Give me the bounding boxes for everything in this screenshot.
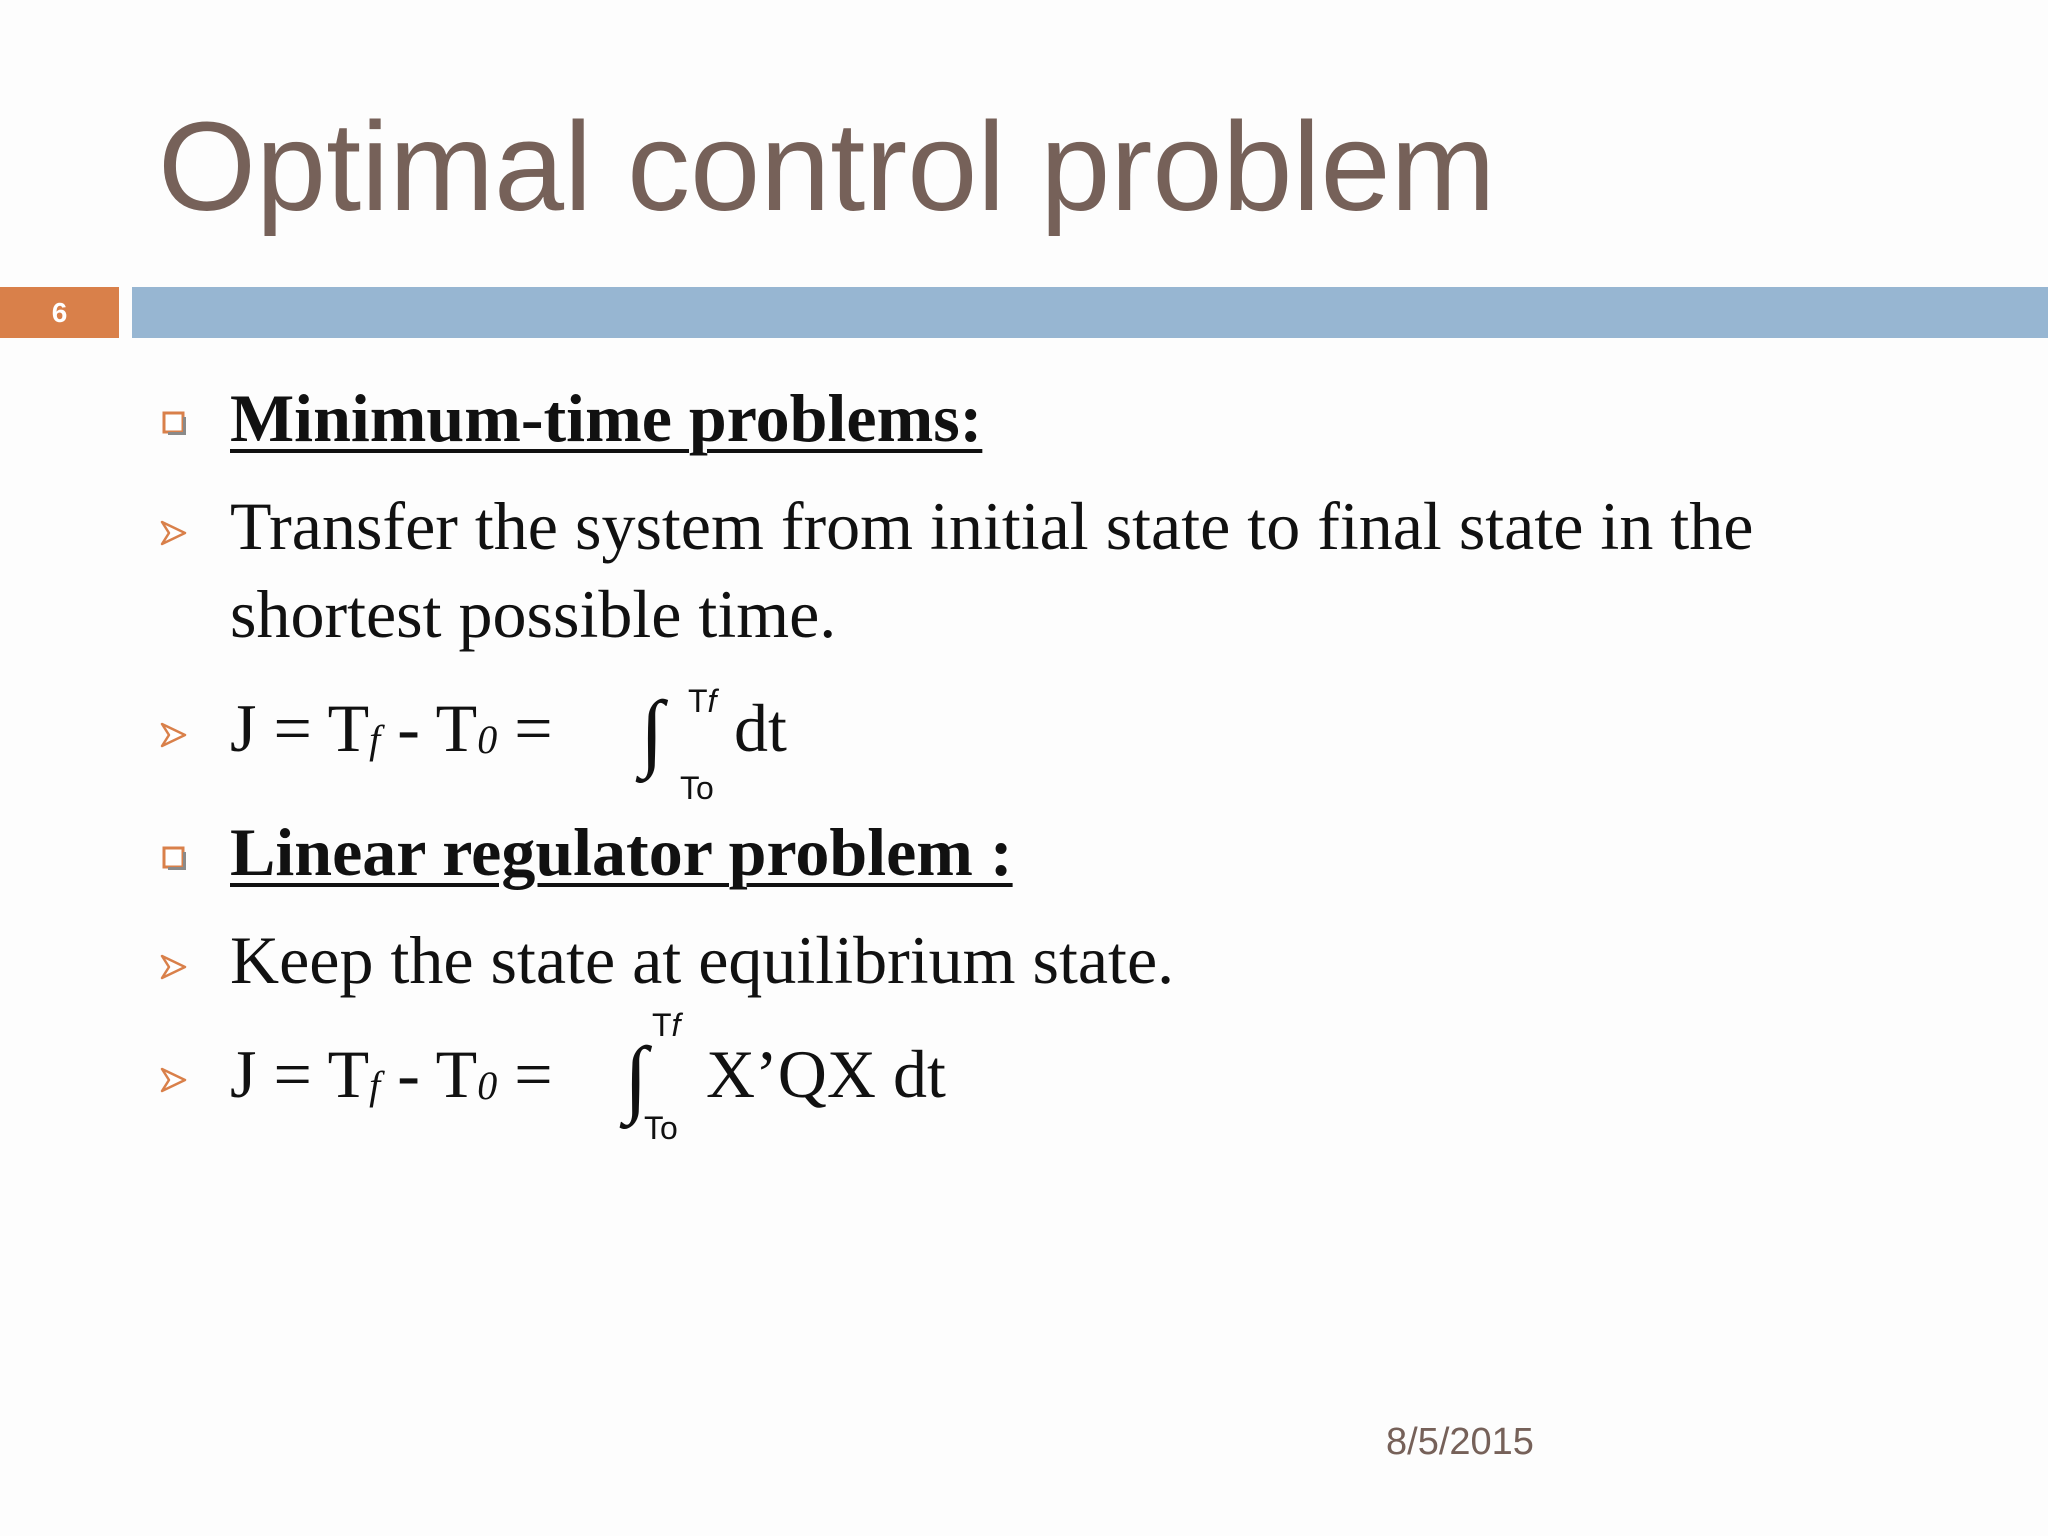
equation-equals: = xyxy=(497,690,553,766)
footer-date: 8/5/2015 xyxy=(1386,1421,1534,1463)
equation-j-t: J = T xyxy=(230,690,370,766)
upper-limit-f: f xyxy=(671,1007,681,1043)
integral-upper-limit xyxy=(652,1007,680,1043)
upper-limit-t: T xyxy=(652,1007,672,1043)
integrand-xqx-dt: X’QX dt xyxy=(706,1036,946,1112)
arrowhead-icon xyxy=(158,1065,188,1095)
arrowhead-icon xyxy=(158,720,188,750)
point-transfer-line1: Transfer the system from initial state to final state in the xyxy=(230,488,1754,564)
slide-title: Optimal control problem xyxy=(158,96,1496,237)
equation-regulator-lhs xyxy=(230,1030,553,1130)
integral-upper-limit xyxy=(688,683,716,719)
equation-equals: = xyxy=(497,1036,553,1112)
hollow-square-icon xyxy=(158,407,188,437)
point-transfer-line2: shortest possible time. xyxy=(230,576,837,652)
equation-minimum-time-lhs xyxy=(230,684,553,784)
subscript-f: f xyxy=(369,1063,381,1108)
point-keep-state: Keep the state at equilibrium state. xyxy=(230,922,1175,998)
subscript-0: 0 xyxy=(477,717,498,762)
hollow-square-icon xyxy=(158,842,188,872)
arrowhead-icon xyxy=(158,952,188,982)
integral-sign: ∫ xyxy=(624,1029,648,1125)
integral-lower-limit: To xyxy=(644,1110,678,1146)
equation-j-t: J = T xyxy=(230,1036,370,1112)
integral-sign: ∫ xyxy=(640,683,664,779)
slide-number: 6 xyxy=(0,287,119,338)
equation-minus-t: - T xyxy=(380,690,478,766)
upper-limit-t: T xyxy=(688,683,708,719)
integral-lower-limit: To xyxy=(680,770,714,806)
equation-minus-t: - T xyxy=(380,1036,478,1112)
subscript-0: 0 xyxy=(477,1063,498,1108)
upper-limit-f: f xyxy=(707,683,717,719)
subscript-f: f xyxy=(369,717,381,762)
integrand-dt: dt xyxy=(734,690,787,766)
section-heading-linear-regulator: Linear regulator problem : xyxy=(230,814,1013,890)
section-heading-minimum-time: Minimum-time problems: xyxy=(230,380,983,456)
arrowhead-icon xyxy=(158,518,188,548)
